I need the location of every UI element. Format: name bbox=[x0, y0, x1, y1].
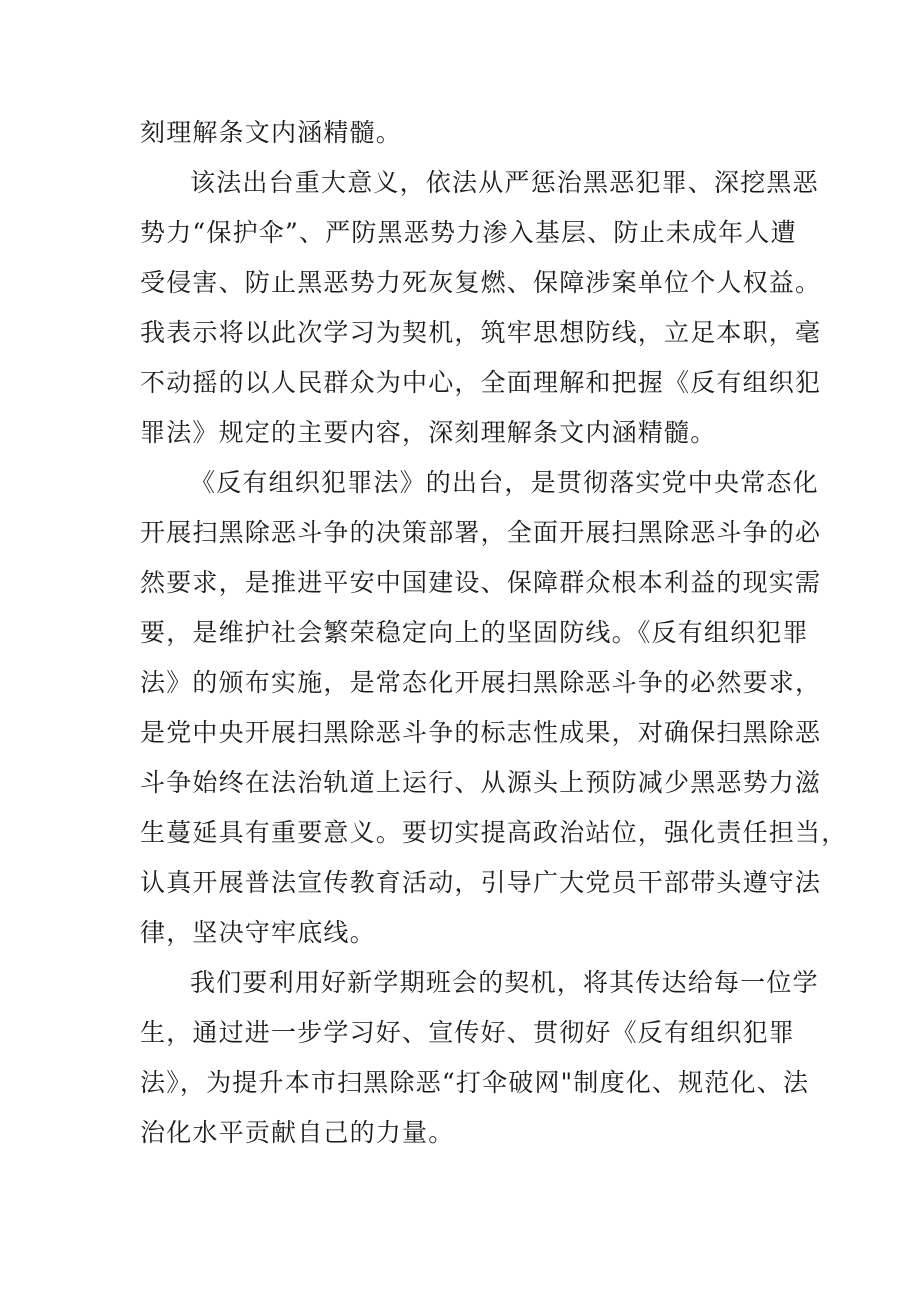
text-line: 法》的颁布实施，是常态化开展扫黑除恶斗争的必然要求， bbox=[140, 668, 822, 697]
text-line: 要，是维护社会繁荣稳定向上的坚固防线。《反有组织犯罪 bbox=[140, 618, 809, 647]
paragraph-first-line: 该法出台重大意义，依法从严惩治黑恶犯罪、深挖黑恶 bbox=[190, 168, 819, 197]
text-line: 治化水平贡献自己的力量。 bbox=[140, 1118, 455, 1147]
text-line: 生，通过进一步学习好、宣传好、贯彻好《反有组织犯罪 bbox=[140, 1018, 796, 1047]
text-line: 认真开展普法宣传教育活动，引导广大党员干部带头遵守法 bbox=[140, 868, 822, 897]
text-line: 法》，为提升本市扫黑除恶“打伞破网"制度化、规范化、法 bbox=[140, 1068, 810, 1097]
paragraph-first-line: 我们要利用好新学期班会的契机，将其传达给每一位学 bbox=[190, 968, 819, 997]
text-line: 罪法》规定的主要内容，深刻理解条文内涵精髓。 bbox=[140, 418, 717, 447]
paragraph-first-line: 《反有组织犯罪法》的出台，是贯彻落实党中央常态化 bbox=[190, 468, 819, 497]
text-line: 是党中央开展扫黑除恶斗争的标志性成果，对确保扫黑除恶 bbox=[140, 718, 822, 747]
text-line: 势力“保护伞”、严防黑恶势力渗入基层、防止未成年人遭 bbox=[140, 218, 797, 247]
text-line: 刻理解条文内涵精髓。 bbox=[140, 118, 403, 147]
text-line: 不动摇的以人民群众为中心，全面理解和把握《反有组织犯 bbox=[140, 368, 822, 397]
text-line: 生蔓延具有重要意义。要切实提高政治站位，强化责任担当， bbox=[140, 818, 848, 847]
text-line: 我表示将以此次学习为契机，筑牢思想防线，立足本职，毫 bbox=[140, 318, 822, 347]
text-line: 然要求，是推进平安中国建设、保障群众根本利益的现实需 bbox=[140, 568, 822, 597]
text-line: 律，坚决守牢底线。 bbox=[140, 918, 376, 947]
text-line: 受侵害、防止黑恶势力死灰复燃、保障涉案单位个人权益。 bbox=[140, 268, 822, 297]
text-line: 斗争始终在法治轨道上运行、从源头上预防减少黑恶势力滋 bbox=[140, 768, 822, 797]
text-line: 开展扫黑除恶斗争的决策部署，全面开展扫黑除恶斗争的必 bbox=[140, 518, 822, 547]
